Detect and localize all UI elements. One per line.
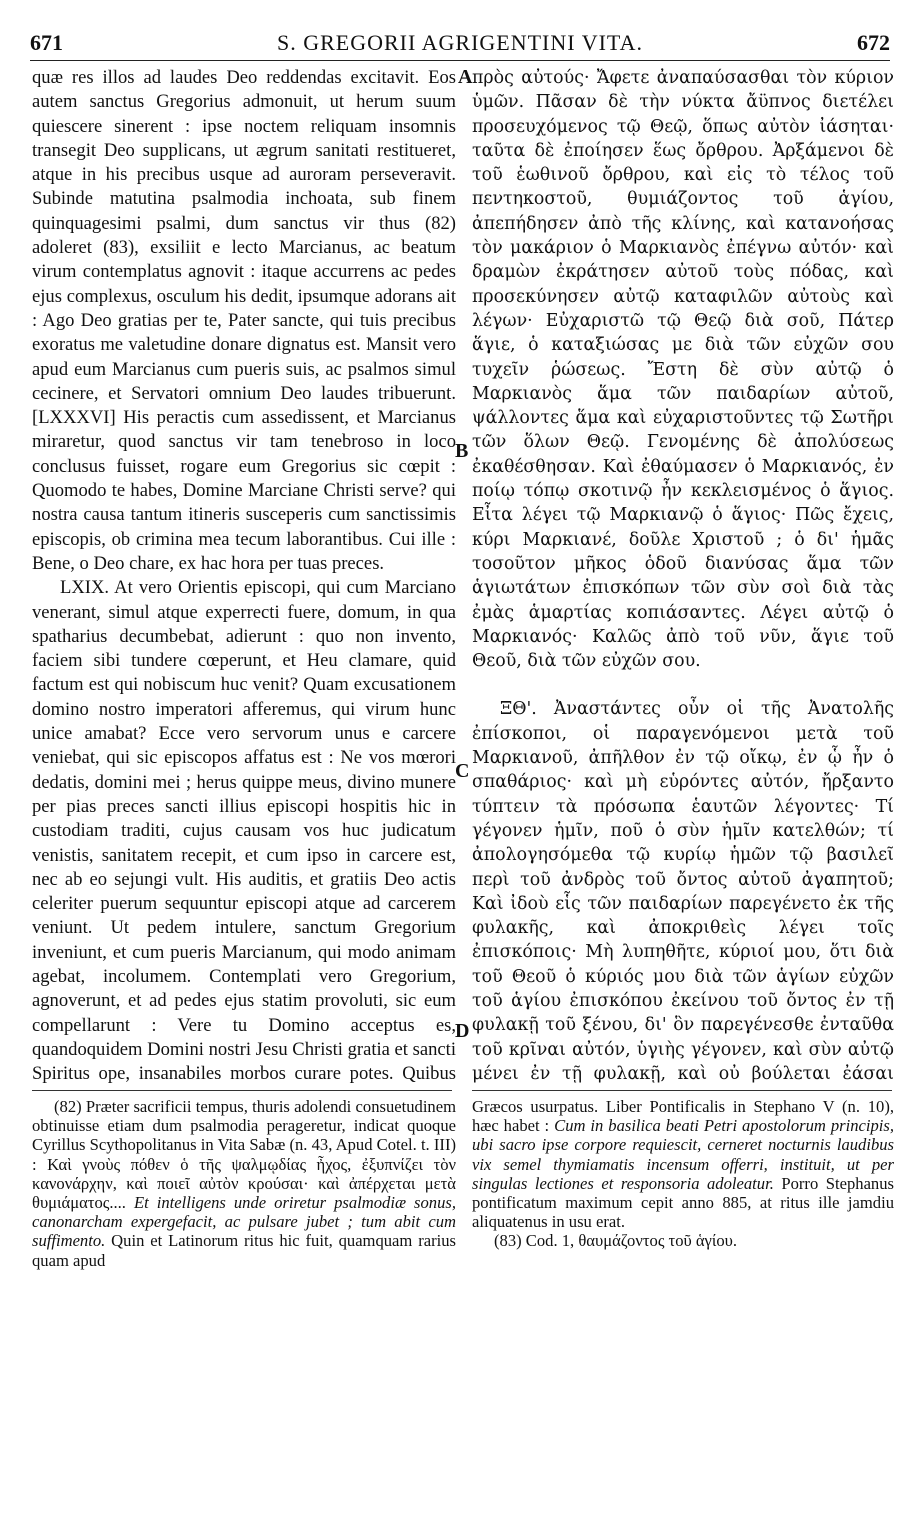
page-number-left: 671 <box>30 30 63 55</box>
header-rule <box>30 60 890 61</box>
footnote-text: Græcos usurpatus. Liber Pontificalis in Stephano V (n. 10), hæc habet : <box>472 1097 894 1136</box>
footnote-rule <box>32 1090 452 1091</box>
footnotes-right <box>472 1097 894 1457</box>
running-header <box>22 30 898 60</box>
margin-marker-a: A <box>458 66 473 88</box>
footnote-83: (83) Cod. 1, θαυμάζοντος τοῦ ἁγίου. <box>494 1231 738 1251</box>
footnote-82-continued <box>472 1097 894 1231</box>
greek-paragraph: ΞΘ'. Ἀναστάντες οὖν οἱ τῆς Ἀνατολῆς ἐπίσκοποι, οἱ παραγενόμενοι μετὰ τοῦ Μαρκιανοῦ, ἀπῆλθον ἐν τῷ οἴκῳ, ἐν ᾧ ἦν ὁ σπαθάριος· καὶ μὴ εὑρόντες αὐτόν, ἤρξαντο τύπτειν τὰ πρόσωπα ἑαυτῶν λέγοντες· Τί γέγονεν ἡμῖν, ποῦ ὁ σὺν ἡμῖν κατελθών; τί ἀπολογησόμεθα τῷ κυρίῳ ἡμῶν τῷ βασιλεῖ περὶ τοῦ ἀνδρὸς τοῦ ὄντος αὐτοῦ ἀγαπητοῦ; Καὶ ἰδοὺ εἷς τῶν παιδαρίων παρεγένετο ἐκ τῆς φυλακῆς, καὶ ἀποκριθεὶς λέγει τοῖς ἐπισκόποις· Μὴ λυπηθῆτε, κύριοί μου, ὅτι διὰ τοῦ Θεοῦ ὁ κύριός μου διὰ τῶν ἁγίων εὐχῶν τοῦ ἁγίου ἐπισκόπου ἐκείνου τοῦ ὄντος ἐν τῇ φυλακῇ τοῦ ξένου, δι' ὃν παρεγένεσθε ἐνταῦθα τοῦ κρῖναι αὐτόν, ὑγιὴς γέγονεν, καὶ σὺν αὐτῷ μένει ἐν τῇ φυλακῇ, καὶ οὐ βούλεται ἐάσαι <box>472 699 894 1084</box>
margin-marker-d: D <box>455 1020 470 1042</box>
footnote-text: (82) Præter sacrificii tempus, thuris adolendi consuetudinem obtinuisse etiam dum psalmodia perageretur, indicat quoque Cyrillus Scythopolitanus in Vita Sabæ (n. 43, Apud Cotel. t. III) : Καὶ γνοὺς πόθεν ὁ τῆς ψαλμῳδίας ἦχος, ἐξυπνίζει τὸν κανονάρχην, καὶ ποιεῖ αὐτὸν κρούσαι· καὶ ἀπέρχεται μετὰ θυμιάματος.... <box>32 1097 456 1213</box>
footnote-82 <box>32 1097 456 1270</box>
latin-column <box>32 66 456 1084</box>
running-title: S. GREGORII AGRIGENTINI VITA. <box>277 30 643 55</box>
footnote-rule <box>472 1090 892 1091</box>
greek-paragraph: πρὸς αὐτούς· Ἄφετε ἀναπαύσασθαι τὸν κύριον ὑμῶν. Πᾶσαν δὲ τὴν νύκτα ἄϋπνος διετέλει προσευχόμενος τῷ Θεῷ, ὅπως αὐτὸν ἰάσηται· ταῦτα δὲ ἐποίησεν ἕως ὄρθρου. Ἀρξάμενοι δὲ τοῦ ἑωθινοῦ ὄρθρου, καὶ εἰς τὸ τέλος τοῦ πεντηκοστοῦ, θυμιάζοντος τοῦ ἁγίου, ἀπεπήδησεν ἀπὸ τῆς κλίνης, καὶ κατανοήσας τὸν μακάριον ὁ Μαρκιανὸς ἐπέγνω αὐτόν· καὶ δραμὼν ἐκράτησεν αὐτοῦ τοὺς πόδας, καὶ προσεκύνησεν αὐτῷ καταφιλῶν αὐτοὺς καὶ λέγων· Εὐχαριστῶ τῷ Θεῷ διὰ σοῦ, Πάτερ ἅγιε, ὁ καταξιώσας με διὰ τῶν εὐχῶν σου τυχεῖν ῥώσεως. Ἔστη δὲ σὺν αὐτῷ ὁ Μαρκιανὸς ἅμα τῶν παιδαρίων αὐτοῦ, ψάλλοντες ἅμα καὶ εὐχαριστοῦντες τῷ Σωτῆρι τῶν ὅλων Θεῷ. Γενομένης δὲ ἀπολύσεως ἐκαθέσθησαν. Καὶ ἐθαύμασεν ὁ Μαρκιανός, ἐν ποίῳ τόπῳ σκοτινῷ ἦν κεκλεισμένος ὁ ἅγιος. Εἶτα λέγει τῷ Μαρκιανῷ ὁ ἅγιος· Πῶς ἔχεις, κύρι Μαρκιανέ, δοῦλε Χριστοῦ ; ὁ δι' ἡμᾶς τοσοῦτον μῆκος ὁδοῦ διανύσας ἅμα τῶν ἁγιωτάτων ἐπισκόπων τῶν σὺν σοὶ διὰ τὰς ἐμὰς ἁμαρτίας κοπιάσαντες. Λέγει αὐτῷ ὁ Μαρκιανός· Καλῶς ἀπὸ τοῦ νῦν, ἅγιε τοῦ Θεοῦ, διὰ τῶν εὐχῶν σου. <box>472 68 894 672</box>
greek-column <box>472 66 894 1084</box>
footnote-text: Porro Stephanus pontificatum maximum cepit anno 885, at ritus ille jamdiu aliquatenus in usu erat. <box>472 1173 894 1232</box>
latin-paragraph: LXIX. At vero Orientis episcopi, qui cum Marciano venerant, simul atque experrecti fuere, domum, in qua spatharius decumbebat, adierunt : quo non invento, faciem sibi tundere cœperunt, et Heu clamare, quid factum est qui nobiscum huc venit? Quam excusationem domino nostro imperatori afferemus, qui virum hunc unice amabat? Ecce vero servorum unus e carcere veniebat, qui sic episcopos affatus est : Ne vos mœrori dedatis, domini mei ; herus quippe meus, divino munere per pias preces sancti illius episcopi hospitis hic in custodiam traditi, cujus causam vos huc judicatum venistis, sanitatem recepit, et cum ipso in carcere est, nec ab eo sejungi vult. His auditis, et gratiis Deo actis celeriter puerum sequuntur episcopi atque ad carcerem veniunt. Ut pedem intulere, sanctum Gregorium inveniunt, et cum pueris Marcianum, qui modo animam agebat, incolumem. Contemplati vero Gregorium, agnoverunt, et ad pedes ejus statim provoluti, sic eum compellarunt : Vere tu Domino acceptus es, quandoquidem Domini nostri Jesu Christi gratia et sancti Spiritus ope, insanabiles morbos curare potes. Quibus <box>32 577 456 1084</box>
margin-marker-c: C <box>455 760 470 782</box>
page-number-right: 672 <box>857 30 890 55</box>
footnote-italic: Cum in basilica beati Petri apostolorum principis, ubi sacro ipse corpore requiescit, cerneret nocturnis laudibus vix semel thymiamatis incensum offerri, instituit, ut per singulas lectiones et responsoria adoleatur. <box>472 1116 894 1193</box>
latin-paragraph: quæ res illos ad laudes Deo reddendas excitavit. Eos autem sanctus Gregorius admonuit, ut herum suum quiescere sinerent : ipse noctem reliquam insomnis transegit Deo supplicans, ut ægrum sanitati restitueret, atque in his precibus usque ad auroram perseveravit. Subinde matutina psalmodia inchoata, sub finem quinquagesimi psalmi, dum sanctus vir thus (82) adoleret (83), exsiliit e lecto Marcianus, ac beatum virum contemplatus agnovit : itaque accurrens ac pedes ejus complexus, osculum his dedit, ipsumque adorans ait : Ago Deo gratias per te, Pater sancte, qui tuis precibus exoratus me valetudine donare dignatus est. Mansit vero apud eum Marcianus cum pueris suis, ac psalmos simul cecinere, et Servatori omnium Deo laudes tribuerunt. [LXXXVI] His peractis cum assedissent, et Marcianus miraretur, quod sanctus vir tam tenebroso in loco conclusus fuisset, rogare eum Gregorius sic cœpit : Quomodo te habes, Domine Marciane Christi serve? qui nostra causa tantum itineris susceperis cum sanctissimis episcopis, ob crimina mea tecum laborantibus. Cui ille : Bene, o Deo chare, ex hac hora per tuas preces. <box>32 67 456 574</box>
footnote-italic: Et intelligens unde oriretur psalmodiæ sonus, canonarcham expergefacit, ac pulsare jubet ; tum abit cum suffimento. <box>32 1193 456 1251</box>
footnote-text: Quin et Latinorum ritus hic fuit, quamquam rarius quam apud <box>32 1231 456 1270</box>
footnotes-left <box>32 1097 456 1457</box>
margin-marker-b: B <box>455 440 469 462</box>
